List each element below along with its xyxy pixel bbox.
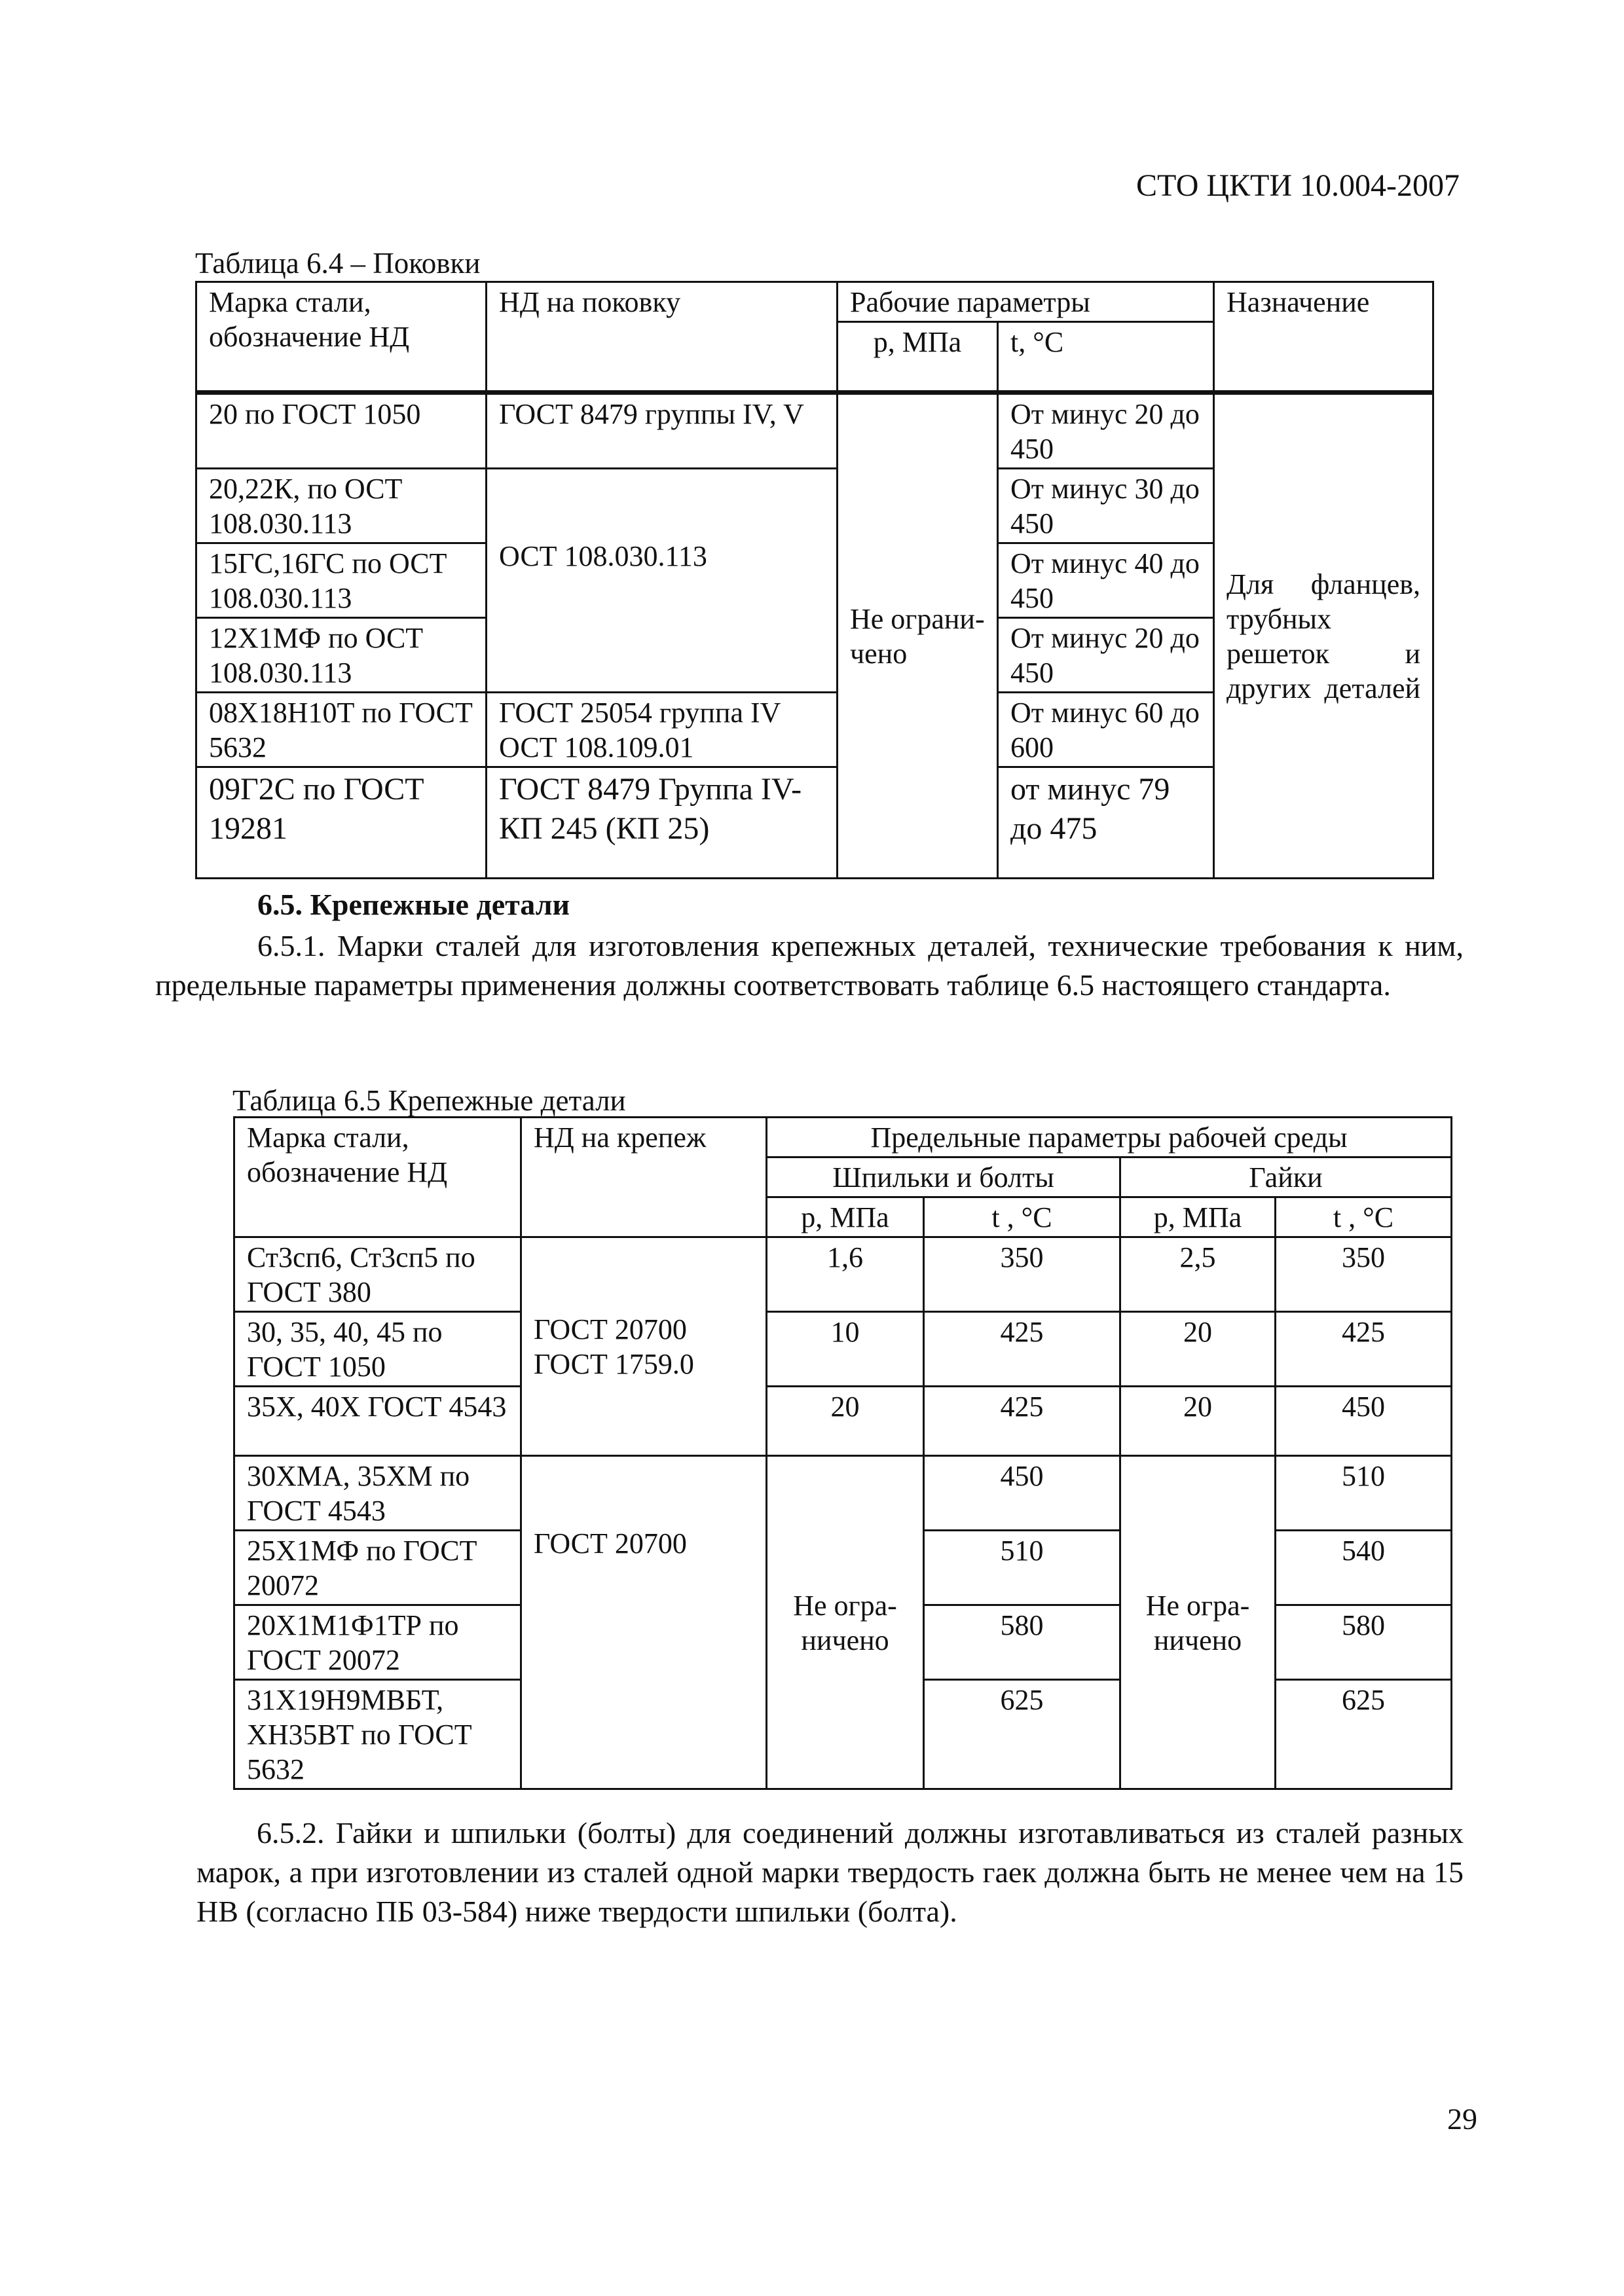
header-studs: Шпильки и болты xyxy=(767,1157,1120,1197)
table-cell: 20 по ГОСТ 1050 xyxy=(196,393,487,469)
nd-ost-cell: ОСТ 108.030.113 xyxy=(487,469,838,693)
table-cell: ГОСТ 25054 группа IV ОСТ 108.109.01 xyxy=(487,693,838,767)
table-cell: 31Х19Н9МВБТ, ХН35ВТ по ГОСТ 5632 xyxy=(234,1680,521,1789)
header-nd: НД на крепеж xyxy=(521,1118,767,1237)
paragraph-6-5-1: 6.5.1. Марки сталей для изготовления крепежных деталей, технические требования к ним, предельные параметры применения должны соответствовать таблице 6.5 настоящего стандарта. xyxy=(155,929,1464,1002)
table-cell: От минус 20 до 450 xyxy=(998,393,1214,469)
table-cell: 2,5 xyxy=(1120,1237,1276,1312)
p-unlimited: Не ограни-чено xyxy=(838,393,998,879)
table-cell: От минус 30 до 450 xyxy=(998,469,1214,543)
table-cell: 30ХМА, 35ХМ по ГОСТ 4543 xyxy=(234,1456,521,1531)
table-cell: 20 xyxy=(1120,1387,1276,1456)
nd-group-2: ГОСТ 20700 xyxy=(521,1456,767,1789)
table-cell: 580 xyxy=(1276,1605,1452,1680)
document-code: СТО ЦКТИ 10.004-2007 xyxy=(1136,168,1460,203)
header-studs-p: р, МПа xyxy=(767,1197,924,1237)
table-cell: 10 xyxy=(767,1312,924,1387)
table-cell: 09Г2С по ГОСТ 19281 xyxy=(196,767,487,879)
table-cell: 540 xyxy=(1276,1531,1452,1605)
table-cell: 580 xyxy=(924,1605,1120,1680)
header-purpose: Назначение xyxy=(1214,282,1433,393)
table-cell: 425 xyxy=(924,1387,1120,1456)
table-cell: 25Х1МФ по ГОСТ 20072 xyxy=(234,1531,521,1605)
nuts-p-unlimited: Не огра-ничено xyxy=(1120,1456,1276,1789)
table-cell: 450 xyxy=(924,1456,1120,1531)
table-cell: От минус 40 до 450 xyxy=(998,543,1214,618)
table-cell: 625 xyxy=(924,1680,1120,1789)
section-6-5-title: 6.5. Крепежные детали xyxy=(257,888,570,921)
table-cell: От минус 60 до 600 xyxy=(998,693,1214,767)
paragraph-6-5-2: 6.5.2. Гайки и шпильки (болты) для соединений должны изготавливаться из сталей разных марок, а при изготовлении из сталей одной марки твердость гаек должна быть не менее чем на 15 НВ (согласно ПБ 03-584) ниже твердости шпильки (болта). xyxy=(196,1816,1464,1928)
table-6-4-caption: Таблица 6.4 – Поковки xyxy=(195,247,481,280)
studs-p-unlimited: Не огра-ничено xyxy=(767,1456,924,1789)
table-cell: ГОСТ 8479 группы IV, V xyxy=(487,393,838,469)
table-cell: от минус 79 до 475 xyxy=(998,767,1214,879)
table-cell: 20 xyxy=(767,1387,924,1456)
header-mark: Марка стали, обозначение НД xyxy=(196,282,487,393)
table-cell: 1,6 xyxy=(767,1237,924,1312)
header-nuts-p: р, МПа xyxy=(1120,1197,1276,1237)
table-cell: 08Х18Н10Т по ГОСТ 5632 xyxy=(196,693,487,767)
table-cell: Ст3сп6, Ст3сп5 по ГОСТ 380 xyxy=(234,1237,521,1312)
header-nd: НД на поковку xyxy=(487,282,838,393)
page-number: 29 xyxy=(1447,2102,1477,2136)
header-nuts: Гайки xyxy=(1120,1157,1452,1197)
table-6-4 xyxy=(195,281,1434,879)
table-cell: 425 xyxy=(1276,1312,1452,1387)
table-6-5 xyxy=(233,1116,1452,1790)
header-limits: Предельные параметры рабочей среды xyxy=(767,1118,1452,1157)
table-cell: 30, 35, 40, 45 по ГОСТ 1050 xyxy=(234,1312,521,1387)
table-cell: 350 xyxy=(1276,1237,1452,1312)
table-cell: 12Х1МФ по ОСТ 108.030.113 xyxy=(196,618,487,693)
header-mark: Марка стали, обозначение НД xyxy=(234,1118,521,1237)
table-cell: 510 xyxy=(924,1531,1120,1605)
purpose-cell: Для фланцев, трубных решеток и других деталей xyxy=(1214,393,1433,879)
nd-group-1: ГОСТ 20700 ГОСТ 1759.0 xyxy=(521,1237,767,1456)
header-t: t, °С xyxy=(998,322,1214,393)
table-cell: 350 xyxy=(924,1237,1120,1312)
table-cell: 450 xyxy=(1276,1387,1452,1456)
header-studs-t: t , °С xyxy=(924,1197,1120,1237)
table-cell: 625 xyxy=(1276,1680,1452,1789)
table-cell: 20Х1М1Ф1ТР по ГОСТ 20072 xyxy=(234,1605,521,1680)
table-cell: От минус 20 до 450 xyxy=(998,618,1214,693)
table-cell: 425 xyxy=(924,1312,1120,1387)
header-params: Рабочие параметры xyxy=(838,282,1214,322)
table-6-5-caption: Таблица 6.5 Крепежные детали xyxy=(232,1084,626,1117)
table-cell: ГОСТ 8479 Группа IV-КП 245 (КП 25) xyxy=(487,767,838,879)
table-cell: 15ГС,16ГС по ОСТ 108.030.113 xyxy=(196,543,487,618)
table-cell: 20,22К, по ОСТ 108.030.113 xyxy=(196,469,487,543)
header-nuts-t: t , °С xyxy=(1276,1197,1452,1237)
header-p: р, МПа xyxy=(838,322,998,393)
table-cell: 510 xyxy=(1276,1456,1452,1531)
table-cell: 35Х, 40Х ГОСТ 4543 xyxy=(234,1387,521,1456)
table-cell: 20 xyxy=(1120,1312,1276,1387)
